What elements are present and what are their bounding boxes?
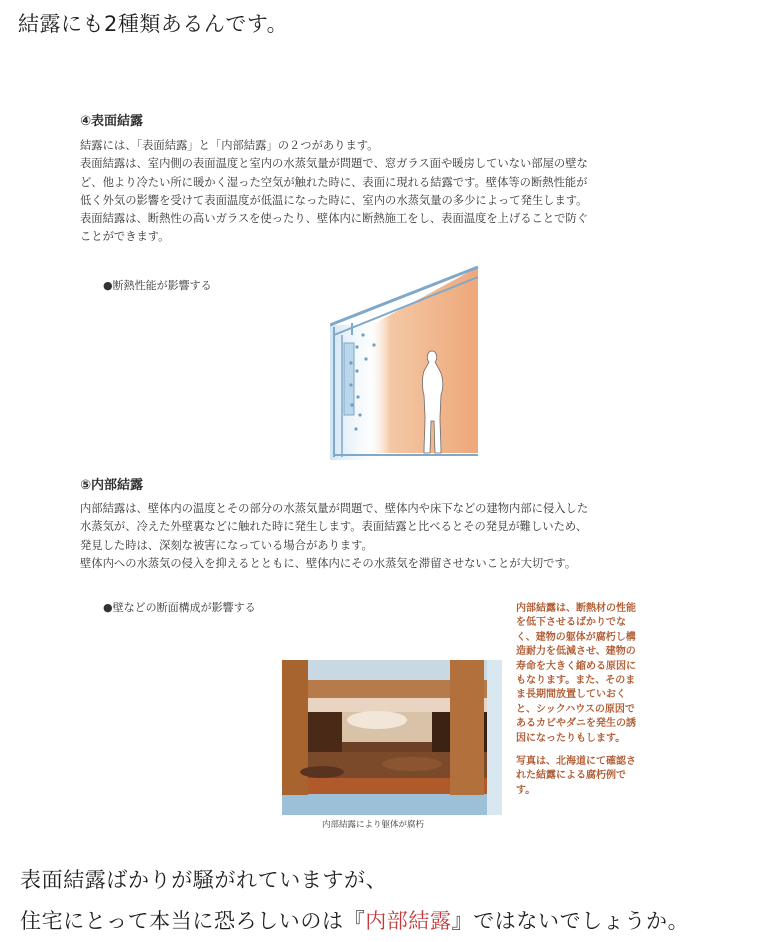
text-line: 壁体内への水蒸気の侵入を抑えるとともに、壁体内にその水蒸気を滞留させないことが大切です。 xyxy=(80,556,577,570)
page-title: 結露にも2種類あるんです。 xyxy=(18,12,289,36)
section4-paragraph xyxy=(80,137,640,247)
surface-condensation-illustration xyxy=(330,265,480,460)
rotted-framing-photo xyxy=(282,660,502,815)
footer-text-after: 』ではないでしょうか。 xyxy=(451,909,690,933)
text-line: 表面結露は、断熱性の高いガラスを使ったり、壁体内に断熱施工をし、表面温度を上げることで防ぐ xyxy=(80,212,589,226)
footer-line-2 xyxy=(20,905,689,935)
footer-highlight-internal-condensation: 内部結露 xyxy=(365,909,452,933)
text-line: 表面結露は、室内側の表面温度と室内の水蒸気量が問題で、窓ガラス面や暖房していない部屋の壁な xyxy=(80,157,588,171)
side-note xyxy=(516,602,640,807)
photo-caption: 内部結露により躯体が腐朽 xyxy=(322,820,425,830)
text-line: ど、他より冷たい所に暖かく湿った空気が触れた時に、表面に現れる結露です。壁体等の断熱性能が xyxy=(80,175,588,189)
text-line: 内部結露は、壁体内の温度とその部分の水蒸気量が問題で、壁体内や床下などの建物内部に侵入した xyxy=(80,502,589,515)
text-line: 結露には、「表面結露」と「内部結露」の２つがあります。 xyxy=(80,139,379,152)
section5-paragraph xyxy=(80,500,640,573)
section-heading-surface-condensation: ④表面結露 xyxy=(80,114,144,129)
footer-line-1: 表面結露ばかりが騒がれていますが、 xyxy=(20,868,388,892)
side-note-paragraph: 内部結露は、断熱材の性能を低下させるばかりでなく、建物の躯体が腐朽し構造耐力を低減させ、建物の寿命を大きく縮める原因にもなります。また、そのまま長期間放置していおくと、シックハウスの原因であるカビやダニを発生の誘因になったりもします。 xyxy=(516,603,636,744)
text-line: 水蒸気が、冷えた外壁裏などに触れた時に発生します。表面結露と比べるとその発見が難しいため、 xyxy=(80,520,588,534)
bullet-wall-section: ●壁などの断面構成が影響する xyxy=(103,601,256,614)
text-line: 発見した時は、深刻な被害になっている場合があります。 xyxy=(80,538,373,552)
footer-text-before: 住宅にとって本当に恐ろしいのは『 xyxy=(20,909,366,933)
text-line: 低く外気の影響を受けて表面温度が低温になった時に、室内の水蒸気量の多少によって発生します。 xyxy=(80,193,588,207)
text-line: ことができます。 xyxy=(80,230,170,244)
side-note-photo-remark: 写真は、北海道にて確認された結露による腐朽例です。 xyxy=(516,756,636,796)
bullet-insulation-performance: ●断熱性能が影響する xyxy=(103,279,212,292)
section-heading-internal-condensation: ⑤内部結露 xyxy=(80,478,144,493)
